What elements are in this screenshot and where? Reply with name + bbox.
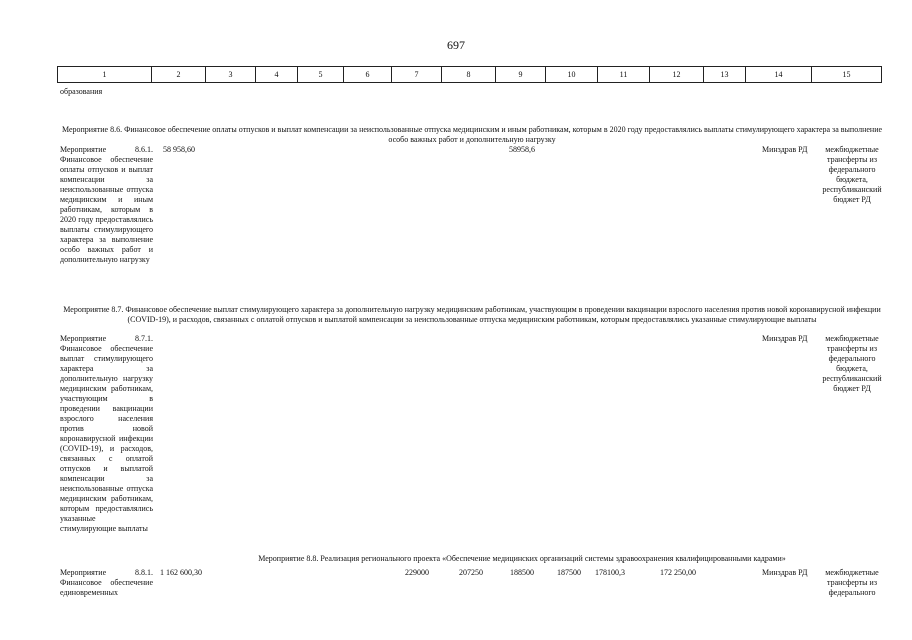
header-col: 13: [704, 67, 746, 83]
year-value-8-8-1-c: 188500: [510, 568, 534, 577]
section-title-8-6: Мероприятие 8.6. Финансовое обеспечение оплаты отпусков и выплат компенсации за неиспользованные отпуска медицинским и иным работникам, которым в 2020 году предоставлялись выплаты стимулирующего характера за выполнение особо важных работ и дополнительную нагрузку: [61, 125, 883, 144]
header-col: 3: [206, 67, 256, 83]
total-amount-8-6-1: 58 958,60: [163, 145, 195, 154]
header-col: 15: [812, 67, 882, 83]
year-value-8-8-1-b: 207250: [459, 568, 483, 577]
header-col: 7: [392, 67, 442, 83]
page-number: 697: [447, 38, 465, 52]
total-amount-8-8-1: 1 162 600,30: [160, 568, 202, 577]
header-col: 2: [152, 67, 206, 83]
header-col: 8: [442, 67, 496, 83]
funding-source-8-6-1: межбюджетные трансферты из федерального бюджета, республиканский бюджет РД: [822, 145, 882, 204]
header-col: 6: [344, 67, 392, 83]
measure-description-8-6-1: Мероприятие 8.6.1. Финансовое обеспечение оплаты отпусков и выплат компенсации за неиспользованные отпуска медицинским и иным работникам, которым в 2020 году предоставлялись выплаты стимулирующего характера за выполнение особо важных работ и дополнительную нагрузку: [60, 145, 153, 264]
header-col: 12: [650, 67, 704, 83]
measure-description-8-8-1: Мероприятие 8.8.1. Финансовое обеспечение единовременных: [60, 568, 153, 597]
year-value-8-8-1-e: 178100,3: [595, 568, 625, 577]
executor-8-8-1: Минздрав РД: [762, 568, 808, 577]
funding-source-8-8-1: межбюджетные трансферты из федерального: [825, 568, 879, 597]
header-col: 11: [598, 67, 650, 83]
year-value-8-6-1: 58958,6: [509, 145, 535, 154]
year-value-8-8-1-f: 172 250,00: [660, 568, 696, 577]
year-value-8-8-1-a: 229000: [405, 568, 429, 577]
header-col: 14: [746, 67, 812, 83]
header-col: 4: [256, 67, 298, 83]
executor-8-7-1: Минздрав РД: [762, 334, 808, 343]
section-title-8-7: Мероприятие 8.7. Финансовое обеспечение выплат стимулирующего характера за дополнительную нагрузку медицинским работникам, участвующим в проведении вакцинации взрослого населения против новой коронавирусной инфекции (COVID-19), и расходов, связанных с оплатой отпусков и выплатой компенсации за неиспользованные отпуска медицинским работникам, которым предоставлялись указанные стимулирующие выплаты: [63, 305, 881, 324]
header-col: 1: [58, 67, 152, 83]
continued-text: образования: [60, 87, 103, 96]
column-number-header: [57, 66, 882, 83]
measure-description-8-7-1: Мероприятие 8.7.1. Финансовое обеспечение выплат стимулирующего характера за дополнительную нагрузку медицинским работникам, участвующим в проведении вакцинации взрослого населения против новой коронавирусной инфекции (COVID-19), и расходов, связанных с оплатой отпусков и выплатой компенсации за неиспользованные отпуска медицинским работникам, которым предоставлялись указанные стимулирующие выплаты: [60, 334, 153, 533]
year-value-8-8-1-d: 187500: [557, 568, 581, 577]
header-col: 9: [496, 67, 546, 83]
section-title-8-8: Мероприятие 8.8. Реализация регионального проекта «Обеспечение медицинских организаций системы здравоохранения квалифицированными кадрами»: [258, 554, 786, 563]
executor-8-6-1: Минздрав РД: [762, 145, 808, 154]
header-col: 5: [298, 67, 344, 83]
funding-source-8-7-1: межбюджетные трансферты из федерального бюджета, республиканский бюджет РД: [822, 334, 882, 393]
header-col: 10: [546, 67, 598, 83]
